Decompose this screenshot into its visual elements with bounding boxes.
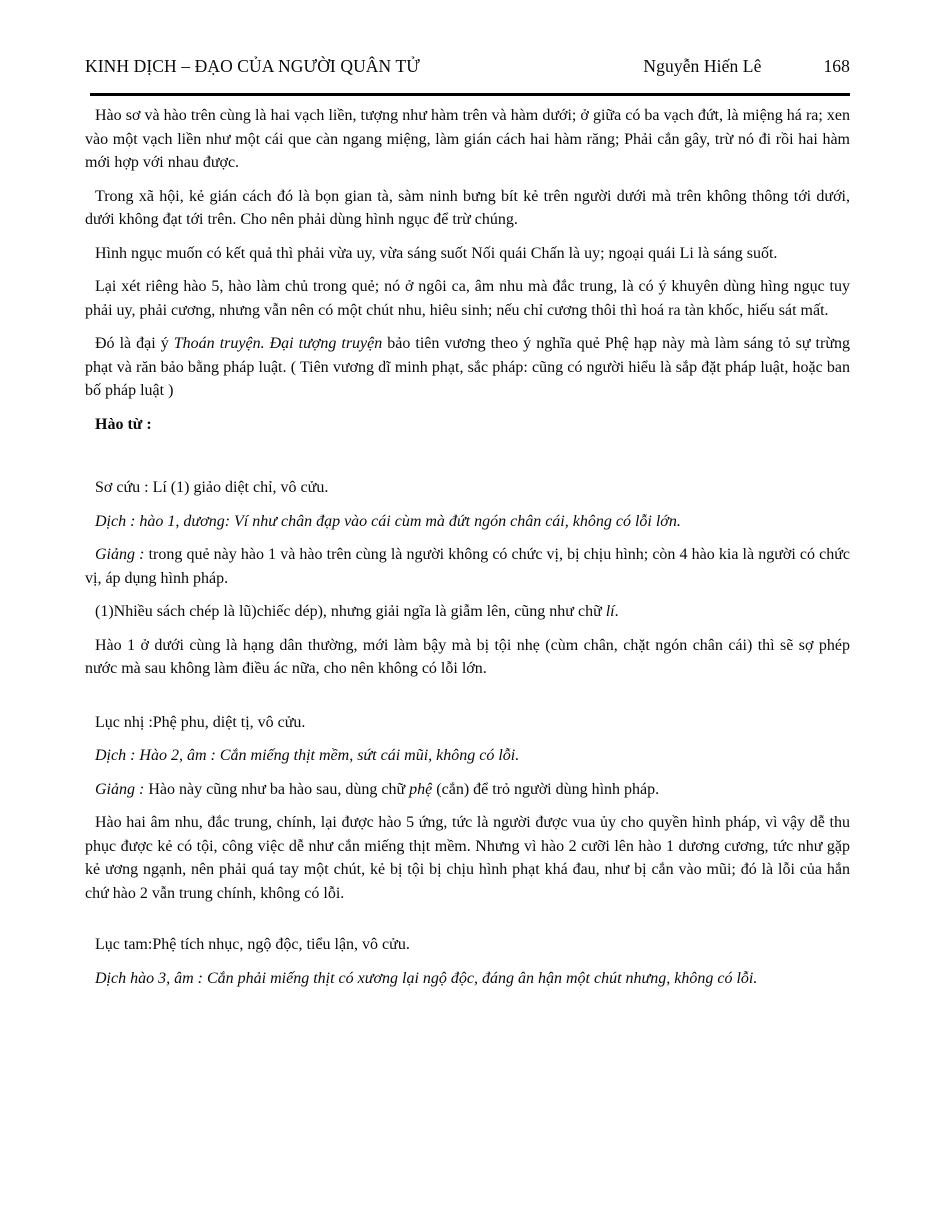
text-segment: . [614, 603, 619, 620]
text-segment: Giảng : [95, 546, 149, 563]
para-do-la-dai-y [85, 332, 850, 403]
page-number: 168 [823, 56, 850, 76]
para-hinh-nguc [85, 242, 850, 266]
text-segment: Hào 1 ở dưới cùng là hạng dân thường, mới làm bậy mà bị tội nhẹ (cùm chân, chặt ngón chân cái) thì sẽ sợ phép nước mà sau không làm điều ác nữa, cho nên không có lỗi lớn. [85, 636, 850, 677]
header-divider [90, 93, 850, 96]
text-segment: Hào này cũng như ba hào sau, dùng chữ [148, 780, 410, 798]
text-segment: Dịch hào 3, âm : Cắn phải miếng thịt có xương lại ngộ độc, đáng ân hận một chút nhưng, không có lỗi. [95, 969, 758, 987]
para-dich-hao-2 [85, 744, 850, 768]
para-so-cuu [85, 476, 850, 500]
para-hao-hai-am-nhu [85, 811, 850, 905]
para-trong-xa-hoi [85, 185, 850, 232]
text-segment: bảo tiên vương theo ý nghĩa quẻ Phệ hạp này mà làm sáng tỏ sự trừng phạt và răn bảo bằng pháp luật. ( Tiên vương dĩ minh phạt, sắc pháp: cũng có người hiểu là sắp đặt pháp luật, hoặc ban bố pháp luật ) [85, 335, 850, 399]
para-luc-tam [85, 933, 850, 957]
text-segment: phệ [409, 780, 433, 798]
text-segment: Hào hai âm nhu, đắc trung, chính, lại được hào 5 ứng, tức là người được vua ủy cho quyền hình pháp, vì vậy dễ thu phục được kẻ có tội, công việc dễ như cắn miếng thịt mềm. Nhưng vì hào 2 cưỡi lên hào 1 dương cương, tức như gặp kẻ ương ngạnh, nên phải quá tay một chút, kẻ bị tội bị chịu hình phạt khá đau, như bị cắn vào mũi; đó là lỗi của hắn chứ hào 2 vẫn trung chính, không có lỗi. [85, 814, 850, 902]
text-segment: Hình ngục muốn có kết quả thì phải vừa uy, vừa sáng suốt Nối quái Chấn là uy; ngoại quái Li là sáng suốt. [95, 244, 778, 262]
page-body [85, 104, 850, 990]
para-footnote-1 [85, 600, 850, 624]
para-dich-hao-1 [85, 510, 850, 534]
para-luc-nhi [85, 711, 850, 735]
para-dich-hao-3 [85, 967, 850, 991]
text-segment: lí [605, 603, 615, 620]
page-header [0, 0, 935, 77]
para-hao-so [85, 104, 850, 175]
text-segment: Sơ cứu : Lí (1) giảo diệt chỉ, vô cửu. [95, 479, 329, 496]
author-name: Nguyễn Hiến Lê [643, 56, 762, 76]
heading-hao-tu [85, 413, 850, 437]
text-segment: Lại xét riêng hào 5, hào làm chủ trong quẻ; nó ở ngôi ca, âm nhu mà đắc trung, là có ý khuyên dùng hìng ngục tuy phải uy, phải cương, nhưng vẫn nên có một chút nhu, hiêu sinh; nếu chỉ cương thôi thì hoá ra tàn khốc, hiếu sát mất. [85, 278, 850, 319]
para-hao-1-o-duoi-cung [85, 634, 850, 681]
book-title: KINH DỊCH – ĐẠO CỦA NGƯỜI QUÂN TỬ [85, 56, 420, 76]
text-segment: Hào sơ và hào trên cùng là hai vạch liền, tượng như hàm trên và hàm dưới; ở giữa có ba vạch đứt, là miệng há ra; xen vào một vạch liền như một cái que càn ngang miệng, làm gián cách hai hàm răng; Phải cắn gây, trừ nó đi rồi hai hàm mới hợp với nhau được. [85, 107, 850, 171]
text-segment: Thoán truyện. Đại tượng truyện [173, 335, 383, 352]
para-lai-xet-rieng-hao-5 [85, 275, 850, 322]
text-segment: Lục nhị :Phệ phu, diệt tị, vô cửu. [95, 713, 306, 731]
text-segment: Lục tam:Phệ tích nhục, ngộ độc, tiểu lận, vô cửu. [95, 936, 410, 953]
text-segment: Dịch : Hào 2, âm : Cắn miếng thịt mềm, sứt cái mũi, không có lỗi. [95, 747, 520, 764]
text-segment: Giảng : [95, 780, 149, 798]
para-giang-hao-2 [85, 778, 850, 802]
text-segment: Dịch : hào 1, dương: Ví như chân đạp vào cái cùm mà đứt ngón chân cái, không có lỗi lớn. [95, 512, 681, 530]
header-right-group [643, 56, 850, 77]
text-segment: (1)Nhiều sách chép là lũ)chiếc dép), nhưng giải ngĩa là giẫm lên, cũng như chữ [95, 603, 606, 620]
text-segment: Đó là đại ý [95, 335, 174, 352]
text-segment: Trong xã hội, kẻ gián cách đó là bọn gian tà, sàm ninh bưng bít kẻ trên người dưới mà trên không thông tới dưới, dưới không đạt tới trên. Cho nên phải dùng hình ngục để trừ chúng. [85, 187, 850, 228]
text-segment: trong quẻ này hào 1 và hào trên cùng là người không có chức vị, bị chịu hình; còn 4 hào kia là người có chức vị, áp dụng hình pháp. [85, 546, 850, 587]
para-giang-hao-1 [85, 543, 850, 590]
text-segment: Hào từ : [95, 415, 152, 433]
text-segment: (cắn) để trỏ người dùng hình pháp. [432, 780, 660, 798]
